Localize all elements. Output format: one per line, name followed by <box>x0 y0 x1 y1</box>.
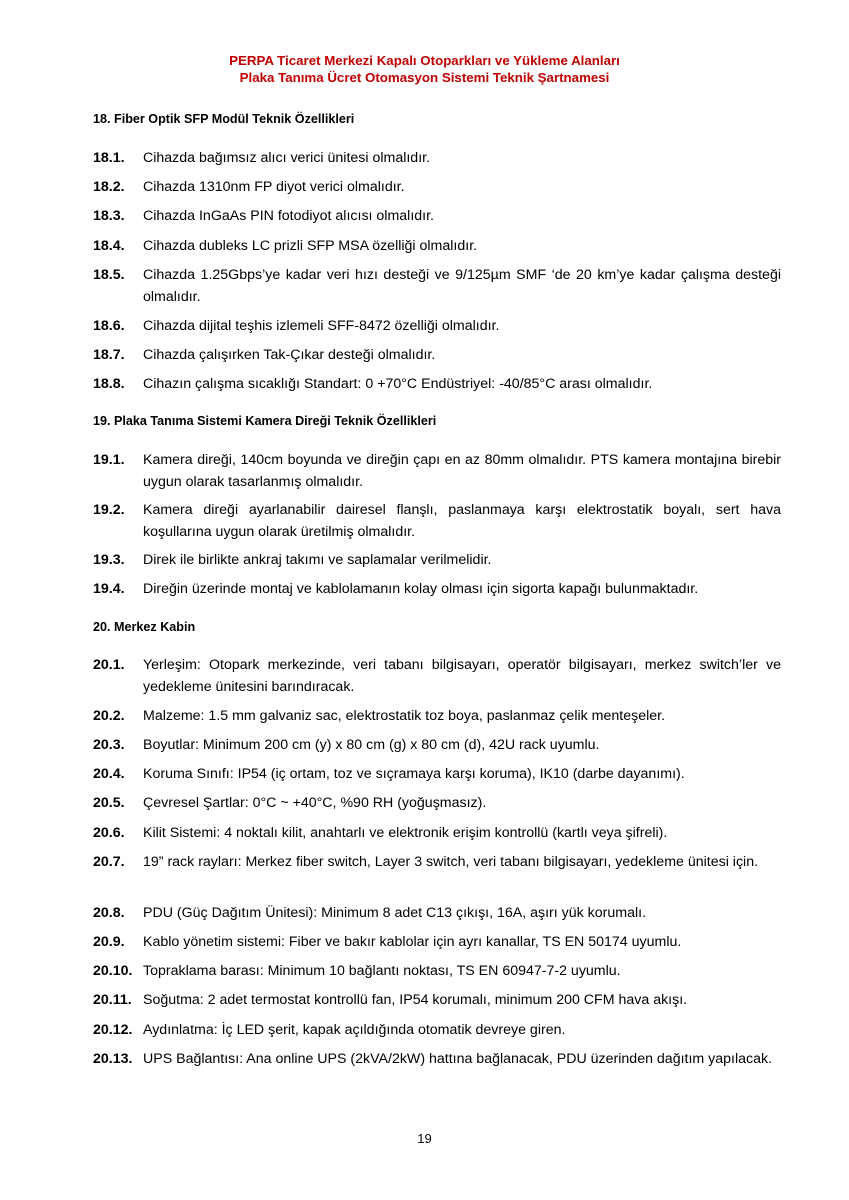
item-number: 20.12. <box>93 1022 133 1038</box>
list-item <box>93 902 781 924</box>
item-number: 18.1. <box>93 150 125 166</box>
item-text: Aydınlatma: İç LED şerit, kapak açıldığında otomatik devreye giren. <box>143 1022 566 1038</box>
item-text: PDU (Güç Dağıtım Ünitesi): Minimum 8 adet C13 çıkışı, 16A, aşırı yük korumalı. <box>143 905 647 921</box>
list-item <box>93 792 781 814</box>
list-item <box>93 851 781 873</box>
item-number: 19.4. <box>93 581 125 597</box>
item-number: 20.1. <box>93 657 125 673</box>
list-item <box>93 989 781 1011</box>
list-item <box>93 931 781 953</box>
item-number: 18.7. <box>93 347 125 363</box>
list-item <box>93 373 781 395</box>
item-text: Cihazda 1310nm FP diyot verici olmalıdır. <box>143 179 405 195</box>
item-number: 18.5. <box>93 267 125 283</box>
item-text: Direk ile birlikte ankraj takımı ve saplamalar verilmelidir. <box>143 552 492 568</box>
item-number: 18.4. <box>93 238 125 254</box>
list-item <box>93 315 781 337</box>
item-text: Kilit Sistemi: 4 noktalı kilit, anahtarlı ve elektronik erişim kontrollü (kartlı veya şifreli). <box>143 825 668 841</box>
item-text: Cihazda InGaAs PIN fotodiyot alıcısı olmalıdır. <box>143 208 434 224</box>
list-item <box>93 1048 781 1070</box>
item-number: 20.8. <box>93 905 125 921</box>
item-text: Koruma Sınıfı: IP54 (iç ortam, toz ve sıçramaya karşı koruma), IK10 (darbe dayanımı). <box>143 766 685 782</box>
item-text: Cihazda bağımsız alıcı verici ünitesi olmalıdır. <box>143 150 431 166</box>
list-item <box>93 235 781 257</box>
item-number: 19.3. <box>93 552 125 568</box>
list-item <box>93 176 781 198</box>
list-item <box>93 344 781 366</box>
item-text: Boyutlar: Minimum 200 cm (y) x 80 cm (g) x 80 cm (d), 42U rack uyumlu. <box>143 737 600 753</box>
section-title: 20. Merkez Kabin <box>93 620 196 634</box>
list-item <box>93 264 781 308</box>
item-number: 18.6. <box>93 318 125 334</box>
list-item <box>93 549 781 571</box>
item-text: Cihazda dubleks LC prizli SFP MSA özelliği olmalıdır. <box>143 238 478 254</box>
list-item <box>93 205 781 227</box>
section-title: 18. Fiber Optik SFP Modül Teknik Özellikleri <box>93 112 355 126</box>
list-item <box>93 578 781 600</box>
list-item <box>93 763 781 785</box>
document-header <box>0 52 849 86</box>
page-number: 19 <box>417 1131 432 1146</box>
item-text: Topraklama barası: Minimum 10 bağlantı noktası, TS EN 60947-7-2 uyumlu. <box>143 963 621 979</box>
item-number: 18.2. <box>93 179 125 195</box>
item-number: 19.1. <box>93 452 125 468</box>
item-number: 20.2. <box>93 708 125 724</box>
item-text: Malzeme: 1.5 mm galvaniz sac, elektrostatik toz boya, paslanmaz çelik menteşeler. <box>143 708 666 724</box>
list-item <box>93 1019 781 1041</box>
header-line-1: PERPA Ticaret Merkezi Kapalı Otoparkları ve Yükleme Alanları <box>229 53 620 68</box>
list-item <box>93 960 781 982</box>
item-number: 20.3. <box>93 737 125 753</box>
item-text: Kamera direği ayarlanabilir dairesel flanşlı, paslanmaya karşı elektrostatik boyalı, sert hava koşullarına uygun olarak üretilmiş olmalıdır. <box>143 502 781 540</box>
item-text: 19” rack rayları: Merkez fiber switch, Layer 3 switch, veri tabanı bilgisayarı, yedekleme ünitesi için. <box>143 854 759 870</box>
item-number: 20.6. <box>93 825 125 841</box>
list-item <box>93 654 781 698</box>
list-item <box>93 705 781 727</box>
list-item <box>93 499 781 543</box>
item-number: 19.2. <box>93 502 125 518</box>
item-text: Soğutma: 2 adet termostat kontrollü fan, IP54 korumalı, minimum 200 CFM hava akışı. <box>143 992 688 1008</box>
item-text: Çevresel Şartlar: 0°C ~ +40°C, %90 RH (yoğuşmasız). <box>143 795 487 811</box>
item-text: Kamera direği, 140cm boyunda ve direğin çapı en az 80mm olmalıdır. PTS kamera montajına birebir uygun olarak tasarlanmış olmalıdır. <box>143 452 781 490</box>
item-text: Kablo yönetim sistemi: Fiber ve bakır kablolar için ayrı kanallar, TS EN 50174 uyumlu. <box>143 934 682 950</box>
item-number: 20.11. <box>93 992 132 1008</box>
section-title: 19. Plaka Tanıma Sistemi Kamera Direği Teknik Özellikleri <box>93 414 437 428</box>
list-item <box>93 822 781 844</box>
item-text: Cihazda dijital teşhis izlemeli SFF-8472 özelliği olmalıdır. <box>143 318 500 334</box>
item-number: 18.8. <box>93 376 125 392</box>
header-line-2: Plaka Tanıma Ücret Otomasyon Sistemi Teknik Şartnamesi <box>239 70 610 85</box>
item-number: 18.3. <box>93 208 125 224</box>
item-text: Yerleşim: Otopark merkezinde, veri tabanı bilgisayarı, operatör bilgisayarı, merkez switch’ler ve yedekleme ünitesini barındıracak. <box>143 657 781 695</box>
item-text: Cihazda çalışırken Tak-Çıkar desteği olmalıdır. <box>143 347 436 363</box>
item-text: Direğin üzerinde montaj ve kablolamanın kolay olması için sigorta kapağı bulunmaktadır. <box>143 581 699 597</box>
item-text: Cihazın çalışma sıcaklığı Standart: 0 +70°C Endüstriyel: -40/85°C arası olmalıdır. <box>143 376 653 392</box>
item-number: 20.4. <box>93 766 125 782</box>
list-item <box>93 147 781 169</box>
list-item <box>93 734 781 756</box>
item-number: 20.13. <box>93 1051 133 1067</box>
item-number: 20.9. <box>93 934 125 950</box>
item-text: Cihazda 1.25Gbps’ye kadar veri hızı desteği ve 9/125µm SMF ‘de 20 km’ye kadar çalışma desteği olmalıdır. <box>143 267 781 305</box>
list-item <box>93 449 781 493</box>
item-text: UPS Bağlantısı: Ana online UPS (2kVA/2kW) hattına bağlanacak, PDU üzerinden dağıtım yapılacak. <box>143 1051 773 1067</box>
item-number: 20.7. <box>93 854 125 870</box>
item-number: 20.10. <box>93 963 133 979</box>
item-number: 20.5. <box>93 795 125 811</box>
